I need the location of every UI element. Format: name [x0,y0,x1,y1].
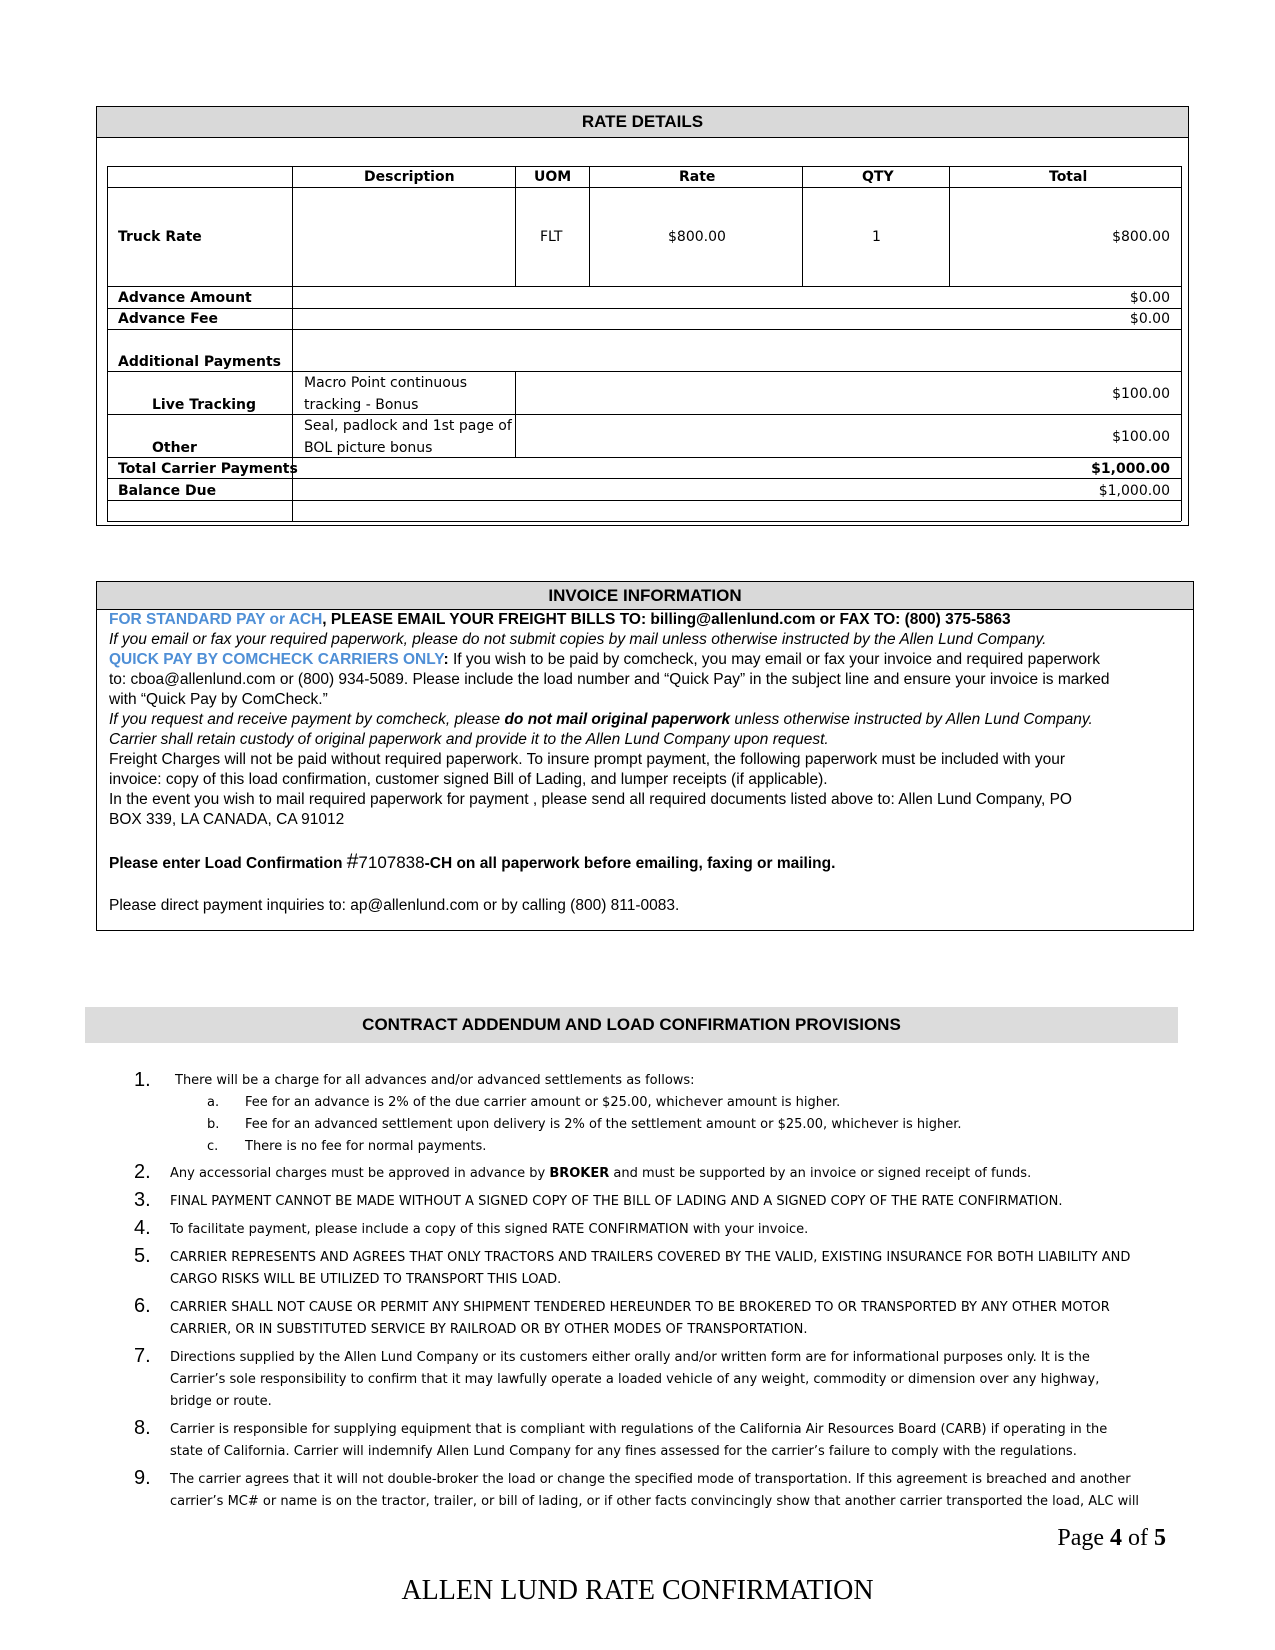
balance-due-label: Balance Due [118,483,217,499]
load-confirmation-post: -CH on all paperwork before emailing, faxing or mailing. [424,855,836,872]
standard-pay-label: FOR STANDARD PAY or ACH [109,611,323,628]
freight-bills-email-text: , PLEASE EMAIL YOUR FREIGHT BILLS TO: billing@allenlund.com or FAX TO: (800) 375-5863 [322,611,1011,628]
page-label: Page [1057,1525,1110,1551]
freight-charges-note: Freight Charges will not be paid without required paperwork. To insure prompt payment, the following paperwork must be included with your [109,751,1066,768]
col-header-rate: Rate [679,169,716,185]
provision-2-post: and must be supported by an invoice or signed receipt of funds. [609,1166,1032,1181]
email-fax-note: If you email or fax your required paperwork, please do not submit copies by mail unless otherwise instructed by the Allen Lund Company. [109,631,1047,648]
advance-fee-value: $0.00 [1129,311,1170,327]
quick-pay-line [109,650,1100,670]
col-header-uom: UOM [534,169,572,185]
provision-number: 7. [134,1345,151,1367]
col-header-total: Total [1049,169,1088,185]
provision-8-line-1: Carrier is responsible for supplying equipment that is compliant with regulations of the California Air Resources Board (CARB) if operating in the [170,1422,1108,1437]
total-pages: 5 [1154,1525,1166,1551]
sub-item-b-text: Fee for an advanced settlement upon delivery is 2% of the settlement amount or $25.00, whichever is higher. [245,1117,962,1132]
provision-number: 8. [134,1417,151,1439]
col-header-qty: QTY [862,169,894,185]
load-confirmation-number: 7107838 [358,853,425,872]
live-tracking-label: Live Tracking [152,397,256,413]
provision-9-line-1: The carrier agrees that it will not double-broker the load or change the specified mode of transportation. If this agreement is breached and another [170,1472,1131,1487]
provision-5-line-2: CARGO RISKS WILL BE UTILIZED TO TRANSPORT THIS LOAD. [170,1272,562,1287]
quick-pay-label: QUICK PAY BY COMCHECK CARRIERS ONLY [109,651,444,668]
rate-details-title: RATE DETAILS [97,107,1188,138]
sub-item-a-text: Fee for an advance is 2% of the due carrier amount or $25.00, whichever amount is higher. [245,1095,841,1110]
standard-pay-line [109,610,1011,630]
other-desc-2: BOL picture bonus [304,440,433,456]
total-carrier-payments-label: Total Carrier Payments [118,461,298,477]
truck-rate-label: Truck Rate [118,229,202,245]
comcheck-mail-note-post: unless otherwise instructed by Allen Lund Company. [730,711,1093,728]
document-footer-title: ALLEN LUND RATE CONFIRMATION [401,1575,874,1606]
page-of: of [1122,1525,1154,1551]
advance-fee-label: Advance Fee [118,311,219,327]
quick-pay-text: If you wish to be paid by comcheck, you may email or fax your invoice and required paperwork [448,651,1100,668]
col-header-description: Description [364,169,455,185]
mail-paperwork-line: In the event you wish to mail required paperwork for payment , please send all required documents listed above to: Allen Lund Company, PO [109,791,1072,808]
sub-item-letter: c. [207,1139,219,1154]
do-not-mail-text: do not mail original paperwork [504,711,731,728]
load-confirmation-pre: Please enter Load Confirmation [109,855,347,872]
provision-number: 3. [134,1189,151,1211]
truck-rate-rate: $800.00 [668,229,726,245]
provision-6-line-2: CARRIER, OR IN SUBSTITUTED SERVICE BY RAILROAD OR BY OTHER MODES OF TRANSPORTATION. [170,1322,808,1337]
provision-6-line-1: CARRIER SHALL NOT CAUSE OR PERMIT ANY SHIPMENT TENDERED HEREUNDER TO BE BROKERED TO OR TRANSPORTED BY ANY OTHER MOTOR [170,1300,1110,1315]
provision-3-text: FINAL PAYMENT CANNOT BE MADE WITHOUT A SIGNED COPY OF THE BILL OF LADING AND A SIGNED COPY OF THE RATE CONFIRMATION. [170,1194,1063,1209]
provision-7-line-1: Directions supplied by the Allen Lund Company or its customers either orally and/or written form are for informational purposes only. It is the [170,1350,1090,1365]
comcheck-mail-note-pre: If you request and receive payment by comcheck, please [109,711,505,728]
live-tracking-desc-1: Macro Point continuous [304,375,468,391]
truck-rate-uom: FLT [540,229,563,245]
custody-note: Carrier shall retain custody of original paperwork and provide it to the Allen Lund Company upon request. [109,731,829,748]
provision-7-line-3: bridge or route. [170,1394,272,1409]
other-desc-1: Seal, padlock and 1st page of [304,418,512,434]
page-number [1057,1525,1166,1552]
payment-inquiries-line: Please direct payment inquiries to: ap@allenlund.com or by calling (800) 811-0083. [109,897,680,914]
truck-rate-qty: 1 [872,229,881,245]
sub-item-c-text: There is no fee for normal payments. [245,1139,487,1154]
required-paperwork-list: invoice: copy of this load confirmation, customer signed Bill of Lading, and lumper receipts (if applicable). [109,771,828,788]
comcheck-mail-note [109,710,1093,730]
truck-rate-total: $800.00 [1112,229,1170,245]
total-carrier-payments-value: $1,000.00 [1091,461,1170,477]
sub-item-letter: b. [207,1117,220,1132]
other-label: Other [152,440,197,456]
advance-amount-value: $0.00 [1129,290,1170,306]
provision-number: 2. [134,1161,151,1183]
live-tracking-desc-2: tracking - Bonus [304,397,419,413]
provision-number: 5. [134,1245,151,1267]
invoice-information-title: INVOICE INFORMATION [97,582,1193,610]
other-value: $100.00 [1112,429,1170,445]
mailing-address: BOX 339, LA CANADA, CA 91012 [109,811,345,828]
provision-4-text: To facilitate payment, please include a copy of this signed RATE CONFIRMATION with your invoice. [170,1222,809,1237]
additional-payments-label: Additional Payments [118,354,281,370]
load-confirmation-note [109,852,835,874]
provision-1-text: There will be a charge for all advances and/or advanced settlements as follows: [175,1073,695,1088]
current-page: 4 [1110,1525,1122,1551]
invoice-information-section [96,581,1194,931]
quick-pay-colon: : [443,651,449,668]
provision-number: 4. [134,1217,151,1239]
broker-text: BROKER [549,1166,610,1181]
provision-number: 1. [134,1069,151,1091]
comcheck-marking-line: with “Quick Pay by ComCheck.” [109,691,328,708]
contract-addendum-title: CONTRACT ADDENDUM AND LOAD CONFIRMATION PROVISIONS [85,1007,1178,1043]
hash-symbol: # [346,850,359,873]
live-tracking-value: $100.00 [1112,386,1170,402]
balance-due-value: $1,000.00 [1098,483,1170,499]
provision-2-pre: Any accessorial charges must be approved in advance by [170,1166,550,1181]
provision-number: 6. [134,1295,151,1317]
comcheck-contact-line: to: cboa@allenlund.com or (800) 934-5089. Please include the load number and “Quick Pay” in the subject line and ensure your invoice is marked [109,671,1110,688]
provision-2-text [170,1166,1031,1181]
sub-item-letter: a. [207,1095,220,1110]
provision-number: 9. [134,1467,151,1489]
provision-8-line-2: state of California. Carrier will indemnify Allen Lund Company for any fines assessed for the carrier’s failure to comply with the regulations. [170,1444,1077,1459]
provision-9-line-2: carrier’s MC# or name is on the tractor, trailer, or bill of lading, or if other facts convincingly show that another carrier transported the load, ALC will [170,1494,1140,1509]
provision-7-line-2: Carrier’s sole responsibility to confirm that it may lawfully operate a loaded vehicle of any weight, commodity or dimension over any highway, [170,1372,1100,1387]
advance-amount-label: Advance Amount [118,290,252,306]
provision-5-line-1: CARRIER REPRESENTS AND AGREES THAT ONLY TRACTORS AND TRAILERS COVERED BY THE VALID, EXISTING INSURANCE FOR BOTH LIABILITY AND [170,1250,1131,1265]
